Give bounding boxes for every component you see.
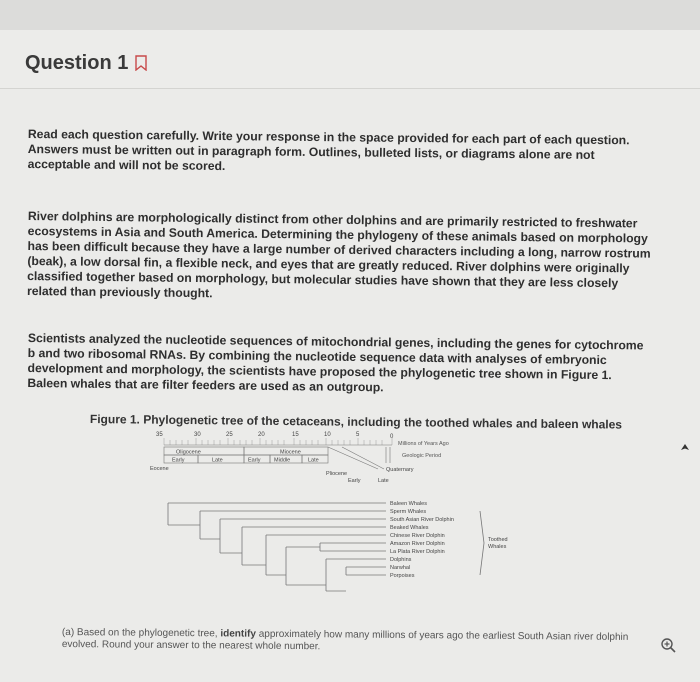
- tick-label: 20: [258, 432, 265, 438]
- toothed-whales-label: Whales: [488, 544, 507, 550]
- period-middle: Middle: [274, 457, 291, 464]
- toothed-whales-label: Toothed: [488, 537, 508, 543]
- part-a-question: [62, 627, 632, 656]
- part-a-suffix: approximately how many millions of years ago the earliest South Asian river dolphin evolved. Round your answer to the nearest whole number.: [61, 628, 629, 653]
- instructions-text: Read each question carefully. Write your response in the space provided for each part of each question. Answers must be written out in paragraph form. Outlines, bulleted lists, or diagrams alone are not acceptable and will not be scored.: [27, 127, 630, 174]
- tick-label: 10: [324, 432, 331, 438]
- phylogenetic-tree-figure: [150, 429, 510, 609]
- taxon-label: Chinese River Dolphin: [390, 533, 445, 539]
- tick-label: 30: [194, 432, 201, 438]
- part-a-verb: identify: [220, 628, 256, 640]
- period-early: Early: [248, 457, 261, 464]
- taxon-label: Baleen Whales: [390, 501, 427, 507]
- timescale-label: Millions of Years Ago: [398, 441, 449, 447]
- taxon-label: Amazon River Dolphin: [390, 541, 445, 547]
- taxon-label: Porpoises: [390, 573, 415, 579]
- bookmark-flag-icon[interactable]: [134, 55, 148, 71]
- figure-caption: Figure 1. Phylogenetic tree of the cetaceans, including the toothed whales and baleen whales: [89, 412, 623, 432]
- zoom-in-icon[interactable]: [660, 637, 676, 653]
- pointer-arrow-icon: [681, 444, 689, 452]
- geologic-period-label: Geologic Period: [402, 453, 442, 459]
- epoch-quaternary: Quaternary: [386, 467, 414, 473]
- browser-top-bar: [0, 0, 700, 31]
- taxon-label: Dolphins: [390, 557, 412, 563]
- period-early: Early: [348, 478, 361, 484]
- passage-paragraph-2: Scientists analyzed the nucleotide sequences of mitochondrial genes, including the genes for cytochrome b and two ribosomal RNAs. By combining the nucleotide sequence data with analyses of embryonic development and morphology, the scientists have proposed the phylogenetic tree shown in Figure 1. Baleen whales that are filter feeders are used as an outgroup.: [27, 331, 644, 395]
- taxon-label: South Asian River Dolphin: [390, 517, 454, 523]
- period-late: Late: [378, 478, 389, 484]
- taxon-label: Beaked Whales: [390, 525, 429, 531]
- question-header: [0, 30, 700, 89]
- taxon-label: Narwhal: [390, 565, 411, 571]
- taxon-label: La Plata River Dolphin: [390, 549, 445, 555]
- period-early: Early: [172, 457, 185, 464]
- tick-label: 0: [390, 434, 394, 440]
- timescale-axis: [156, 432, 449, 447]
- question-content: [0, 89, 700, 682]
- tick-label: 15: [292, 432, 299, 438]
- period-late: Late: [212, 457, 223, 464]
- tick-label: 35: [156, 432, 163, 438]
- taxon-label: Sperm Whales: [390, 509, 427, 515]
- epoch-miocene: Miocene: [280, 449, 301, 456]
- part-a-prefix: (a) Based on the phylogenetic tree,: [61, 627, 221, 640]
- tick-label: 5: [356, 432, 360, 438]
- tick-label: 25: [226, 432, 233, 438]
- passage-paragraph-1: River dolphins are morphologically distinct from other dolphins and are primarily restricted to freshwater ecosystems in Asia and South America. Determining the phylogeny of these animals based on morphology has been difficult because they have a large number of derived characters including a long, narrow rostrum (beak), a low dorsal fin, a flexible neck, and eyes that are greatly reduced. River dolphins were originally classified together based on morphology, but molecular studies have shown that they are less closely related than previously thought.: [26, 209, 651, 301]
- epoch-pliocene: Pliocene: [326, 471, 348, 477]
- period-late: Late: [308, 457, 319, 464]
- epoch-eocene: Eocene: [150, 466, 169, 472]
- epoch-oligocene: Oligocene: [176, 449, 201, 456]
- question-title: Question 1: [25, 52, 129, 74]
